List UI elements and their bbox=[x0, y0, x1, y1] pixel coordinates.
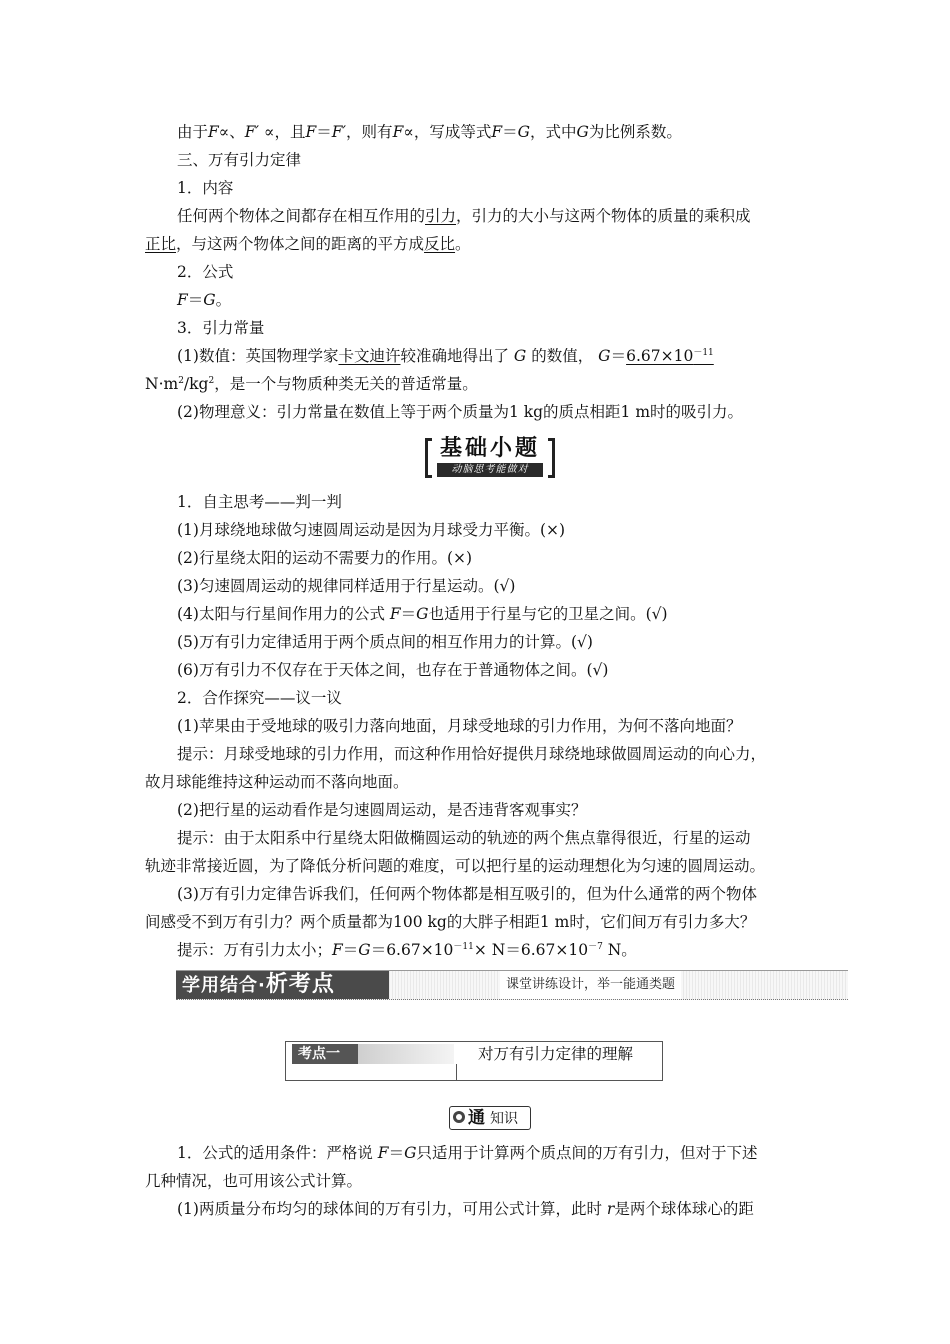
discussion-question: 间感受不到万有引力？两个质量都为100 kg的大胖子相距1 m时，它们间万有引力多大？ bbox=[145, 913, 756, 931]
judge-item: (6)万有引力不仅存在于天体之间，也存在于普通物体之间。(√) bbox=[177, 661, 609, 679]
knowledge-badge-big: 通 bbox=[468, 1108, 485, 1128]
formula: F＝G。 bbox=[177, 291, 232, 309]
body-text: (1)两质量分布均匀的球体间的万有引力，可用公式计算，此时 r是两个球体球心的距 bbox=[177, 1200, 754, 1218]
exam-point-tag: 考点一 bbox=[292, 1044, 358, 1064]
pin-icon bbox=[453, 1111, 465, 1123]
exam-point-box bbox=[285, 1041, 663, 1081]
divider bbox=[456, 1064, 457, 1080]
judge-item: (3)匀速圆周运动的规律同样适用于行星运动。(√) bbox=[177, 577, 516, 595]
constant-unit-line: $N\cdot m^2/kg^2$，是一个与物质种类无关的普适常量。 bbox=[145, 375, 478, 393]
badge-title: 基础小题 bbox=[439, 436, 540, 461]
question-heading: 1．自主思考——判一判 bbox=[177, 493, 342, 511]
banner-title: 学用结合·析考点 bbox=[176, 971, 389, 999]
hint-text: 故月球能维持这种运动而不落向地面。 bbox=[145, 773, 409, 791]
content-line-1: 任何两个物体之间都存在相互作用的引力，引力的大小与这两个物体的质量的乘积成 bbox=[177, 207, 751, 225]
subsection-heading: 2．公式 bbox=[177, 263, 234, 281]
subsection-heading: 1．内容 bbox=[177, 179, 234, 197]
hint-text: 提示：万有引力太小；$F=G=6.67\times 10^{-11}\times N=6.67\times 10^{-7}$ N。 bbox=[177, 941, 637, 959]
proportional-derivation: 由于F∝、F′ ∝，且F＝F′，则有F∝，写成等式F＝G，式中G为比例系数。 bbox=[177, 123, 682, 141]
physical-meaning: (2)物理意义：引力常量在数值上等于两个质量为1 kg的质点相距1 m时的吸引力。 bbox=[177, 403, 744, 421]
subsection-heading: 3．引力常量 bbox=[177, 319, 265, 337]
knowledge-badge-small: 知识 bbox=[490, 1111, 518, 1127]
tag-gradient bbox=[358, 1044, 454, 1064]
judge-item: (5)万有引力定律适用于两个质点间的相互作用力的计算。(√) bbox=[177, 633, 593, 651]
judge-item: (1)月球绕地球做匀速圆周运动是因为月球受力平衡。(×) bbox=[177, 521, 566, 539]
body-text: 1．公式的适用条件：严格说 F＝G只适用于计算两个质点间的万有引力，但对于下述 bbox=[177, 1144, 758, 1162]
basic-questions-badge bbox=[425, 436, 555, 480]
hint-text: 提示：月球受地球的引力作用，而这种作用恰好提供月球绕地球做圆周运动的向心力， bbox=[177, 745, 767, 763]
body-text: 几种情况，也可用该公式计算。 bbox=[145, 1172, 363, 1190]
section-banner bbox=[176, 970, 848, 1000]
bracket-right bbox=[548, 438, 555, 478]
discussion-question: (2)把行星的运动看作是匀速圆周运动，是否违背客观事实？ bbox=[177, 801, 587, 819]
judge-item: (2)行星绕太阳的运动不需要力的作用。(×) bbox=[177, 549, 473, 567]
section-heading: 三、万有引力定律 bbox=[177, 151, 302, 169]
hint-text: 提示：由于太阳系中行星绕太阳做椭圆运动的轨迹的两个焦点靠得很近，行星的运动 bbox=[177, 829, 751, 847]
constant-value-line: (1)数值：英国物理学家卡文迪许较准确地得出了 G 的数值， $G=6.67\times 10^{-11}$ bbox=[177, 347, 714, 365]
bracket-left bbox=[425, 438, 432, 478]
banner-subtitle: 课堂讲练设计，举一能通类题 bbox=[500, 971, 681, 999]
discussion-question: (3)万有引力定律告诉我们，任何两个物体都是相互吸引的，但为什么通常的两个物体 bbox=[177, 885, 757, 903]
exam-point-label: 对万有引力定律的理解 bbox=[478, 1045, 634, 1063]
hint-text: 轨迹非常接近圆，为了降低分析问题的难度，可以把行星的运动理想化为匀速的圆周运动。 bbox=[145, 857, 766, 875]
knowledge-badge bbox=[449, 1106, 531, 1130]
content-line-2: 正比，与这两个物体之间的距离的平方成反比。 bbox=[145, 235, 471, 253]
discussion-question: (1)苹果由于受地球的吸引力落向地面，月球受地球的引力作用，为何不落向地面？ bbox=[177, 717, 742, 735]
question-heading: 2．合作探究——议一议 bbox=[177, 689, 342, 707]
badge-subtitle: 动脑思考能做对 bbox=[437, 463, 543, 477]
judge-item: (4)太阳与行星间作用力的公式 F＝G也适用于行星与它的卫星之间。(√) bbox=[177, 605, 668, 623]
